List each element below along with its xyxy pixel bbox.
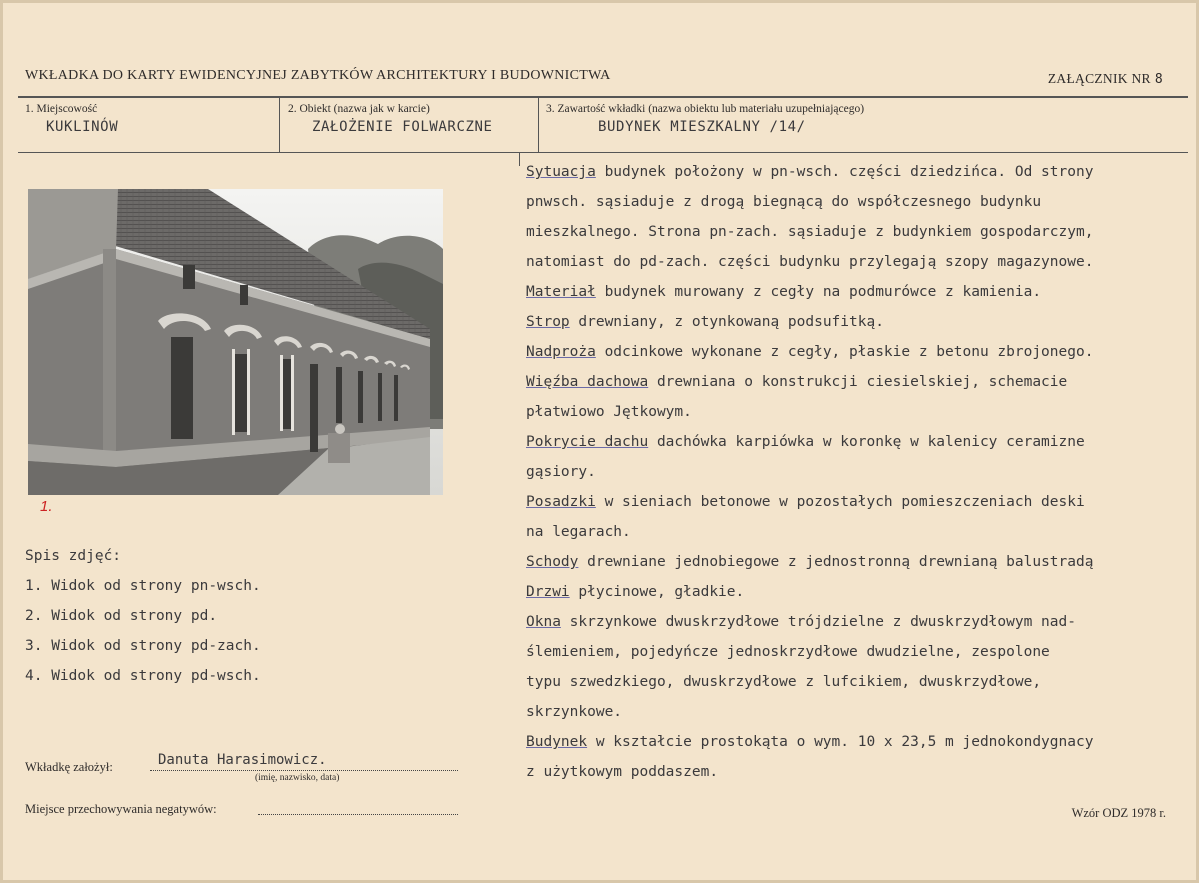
building-photo xyxy=(28,189,443,495)
desc-line xyxy=(526,727,1196,757)
desc-text: odcinkowe wykonane z cegły, płaskie z betonu zbrojonego. xyxy=(595,344,1094,360)
desc-text: drewniana o konstrukcji ciesielskiej, schemacie xyxy=(648,374,1068,390)
desc-line xyxy=(526,667,1196,697)
desc-line xyxy=(526,457,1196,487)
content-value: BUDYNEK MIESZKALNY /14/ xyxy=(598,119,806,135)
desc-key: Nadproża xyxy=(526,344,596,360)
desc-text: na legarach. xyxy=(526,524,631,540)
desc-text: budynek położony w pn-wsch. części dziedzińca. Od strony xyxy=(595,164,1094,180)
description xyxy=(526,157,1196,787)
desc-line xyxy=(526,487,1196,517)
desc-text: mieszkalnego. Strona pn-zach. sąsiaduje z budynkiem gospodarczym, xyxy=(526,224,1094,240)
desc-line xyxy=(526,427,1196,457)
object-value: ZAŁOŻENIE FOLWARCZNE xyxy=(312,119,493,135)
header-bottom-rule xyxy=(18,152,1188,153)
prepared-by-hint: (imię, nazwisko, data) xyxy=(255,773,340,783)
desc-text: natomiast do pd-zach. części budynku przylegają szopy magazynowe. xyxy=(526,254,1094,270)
photo-list-item: 4. Widok od strony pd-wsch. xyxy=(25,668,261,684)
desc-line xyxy=(526,637,1196,667)
photo-list-title: Spis zdjęć: xyxy=(25,548,122,564)
desc-line xyxy=(526,157,1196,187)
locality-value: KUKLINÓW xyxy=(46,119,119,135)
desc-text: skrzynkowe dwuskrzydłowe trójdzielne z dwuskrzydłowym nad- xyxy=(560,614,1076,630)
prepared-by-value: Danuta Harasimowicz. xyxy=(158,752,327,768)
desc-text: skrzynkowe. xyxy=(526,704,623,720)
desc-key: Materiał xyxy=(526,284,596,300)
desc-line xyxy=(526,547,1196,577)
form-title: WKŁADKA DO KARTY EWIDENCYJNEJ ZABYTKÓW ARCHITEKTURY I BUDOWNICTWA xyxy=(25,68,611,83)
prepared-by-label: Wkładkę założył: xyxy=(25,760,113,774)
object-label: 2. Obiekt (nazwa jak w karcie) xyxy=(288,103,430,115)
header-top-rule xyxy=(18,96,1188,98)
annex-label: ZAŁĄCZNIK NR xyxy=(1047,71,1151,86)
desc-text: typu szwedzkiego, dwuskrzydłowe z lufcikiem, dwuskrzydłowe, xyxy=(526,674,1042,690)
desc-text: w kształcie prostokąta o wym. 10 x 23,5 m jednokondygnacy xyxy=(587,734,1094,750)
desc-line xyxy=(526,367,1196,397)
desc-line xyxy=(526,277,1196,307)
desc-key: Więźba dachowa xyxy=(526,374,649,390)
desc-key: Schody xyxy=(526,554,579,570)
desc-line xyxy=(526,337,1196,367)
desc-text: ślemieniem, pojedyńcze jednoskrzydłowe dwudzielne, zespolone xyxy=(526,644,1050,660)
photo-list xyxy=(25,541,261,691)
desc-key: Drzwi xyxy=(526,584,570,600)
desc-line xyxy=(526,697,1196,727)
negatives-label: Miejsce przechowywania negatywów: xyxy=(25,802,217,816)
desc-text: z użytkowym poddaszem. xyxy=(526,764,719,780)
desc-line xyxy=(526,397,1196,427)
desc-text: pnwsch. sąsiaduje z drogą biegnącą do współczesnego budynku xyxy=(526,194,1042,210)
locality-label: 1. Miejscowość xyxy=(25,103,98,115)
annex-number-value: 8 xyxy=(1154,72,1163,87)
negatives-line xyxy=(258,814,458,815)
photo-number: 1. xyxy=(40,498,53,515)
desc-text: drewniane jednobiegowe z jednostronną drewnianą balustradą xyxy=(578,554,1094,570)
desc-key: Pokrycie dachu xyxy=(526,434,649,450)
building-photo-image xyxy=(28,189,443,495)
desc-line xyxy=(526,577,1196,607)
desc-line xyxy=(526,607,1196,637)
prepared-by-line xyxy=(150,770,458,771)
desc-line xyxy=(526,517,1196,547)
desc-text: dachówka karpiówka w koronkę w kalenicy ceramizne xyxy=(648,434,1085,450)
desc-text: drewniany, z otynkowaną podsufitką. xyxy=(569,314,884,330)
desc-text: płycinowe, gładkie. xyxy=(569,584,745,600)
desc-text: w sieniach betonowe w pozostałych pomieszczeniach deski xyxy=(595,494,1085,510)
field-divider-1 xyxy=(279,98,280,152)
desc-line xyxy=(526,217,1196,247)
desc-line xyxy=(526,247,1196,277)
desc-key: Okna xyxy=(526,614,561,630)
photo-list-item: 2. Widok od strony pd. xyxy=(25,608,218,624)
desc-line xyxy=(526,307,1196,337)
desc-key: Posadzki xyxy=(526,494,596,510)
desc-text: budynek murowany z cegły na podmurówce z kamienia. xyxy=(595,284,1042,300)
desc-line xyxy=(526,757,1196,787)
desc-key: Strop xyxy=(526,314,570,330)
photo-list-item: 3. Widok od strony pd-zach. xyxy=(25,638,261,654)
field-divider-2 xyxy=(538,98,539,152)
desc-line xyxy=(526,187,1196,217)
desc-text: gąsiory. xyxy=(526,464,596,480)
desc-text: płatwiowo Jętkowym. xyxy=(526,404,692,420)
annex-number xyxy=(1048,71,1163,87)
body-divider xyxy=(519,152,520,166)
photo-list-item: 1. Widok od strony pn-wsch. xyxy=(25,578,261,594)
desc-key: Sytuacja xyxy=(526,164,596,180)
content-label: 3. Zawartość wkładki (nazwa obiektu lub materiału uzupełniającego) xyxy=(546,103,865,115)
form-identifier: Wzór ODZ 1978 r. xyxy=(1071,806,1166,820)
desc-key: Budynek xyxy=(526,734,588,750)
